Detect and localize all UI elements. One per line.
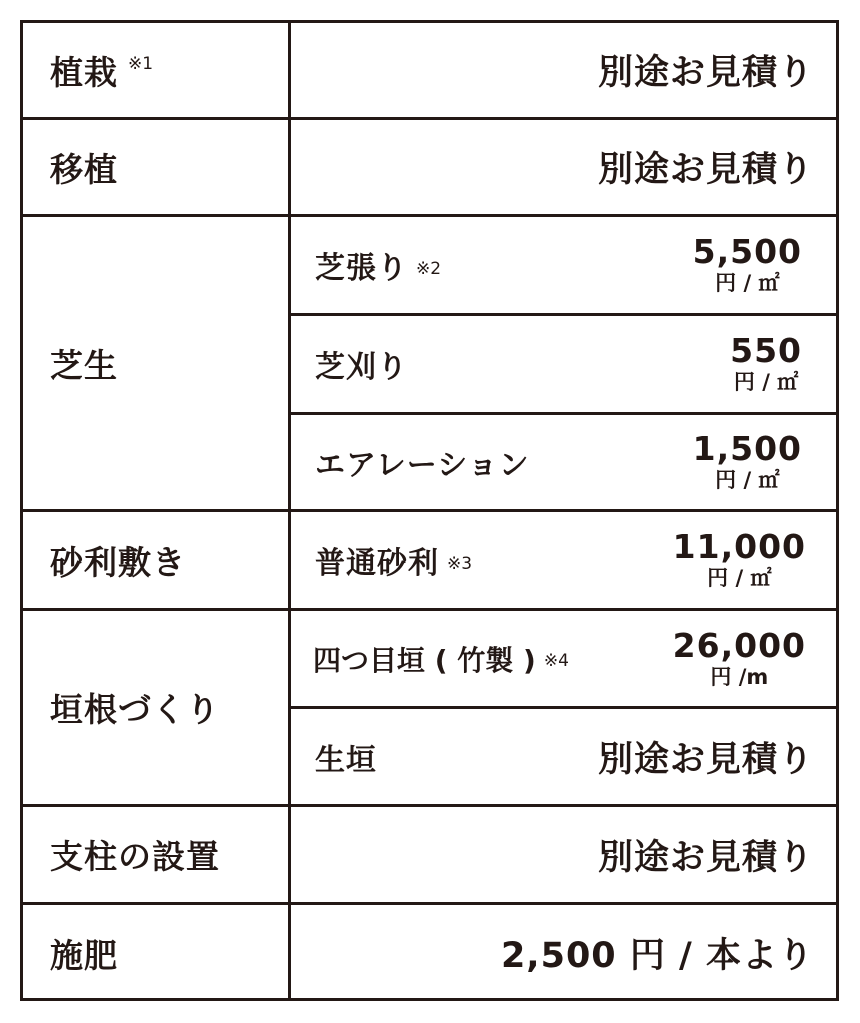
price-value: 550 [730, 331, 802, 370]
item-price: 別途お見積り [597, 739, 814, 780]
price-unit: 円 / ㎡ [715, 271, 780, 295]
category-transplant [23, 120, 288, 214]
subrow-fence-bamboo [291, 611, 836, 706]
price-planting: 別途お見積り [597, 53, 814, 93]
category-gravel [23, 512, 288, 608]
category-label: 植栽 [50, 52, 118, 92]
price-unit: 円 /m [710, 664, 769, 689]
category-fertilizer [23, 905, 288, 1001]
price-unit: 円 / ㎡ [707, 566, 772, 590]
item-label: 四つ目垣 ( 竹製 ) ※4 [313, 643, 569, 677]
item-label: 普通砂利 ※3 [315, 546, 473, 581]
price-value: 26,000 [672, 625, 806, 665]
price-value: 1,500 [692, 429, 802, 468]
category-label: 砂利敷き [50, 542, 186, 582]
price-value: 11,000 [672, 527, 806, 566]
item-price [693, 234, 802, 296]
price-unit: 円 / ㎡ [733, 370, 799, 394]
footnote-mark: ※1 [128, 54, 154, 74]
price-fertilizer: 2,500 円 / 本より [500, 936, 814, 976]
item-price [672, 625, 806, 690]
category-planting [23, 23, 288, 117]
category-support [23, 807, 288, 902]
footnote-mark: ※2 [416, 259, 442, 279]
category-fence [23, 611, 288, 804]
footnote-mark: ※3 [447, 554, 473, 574]
item-label: 芝刈り [315, 350, 408, 385]
category-label: 移植 [50, 149, 118, 189]
price-unit: 円 / ㎡ [715, 468, 780, 492]
item-label: 芝張り ※2 [315, 251, 442, 286]
item-label: 生垣 [315, 742, 377, 778]
price-table [20, 20, 839, 1001]
subrow-lawn-aeration [291, 415, 836, 509]
item-label: エアレーション [315, 448, 530, 483]
price-transplant: 別途お見積り [597, 150, 814, 190]
price-support: 別途お見積り [597, 837, 814, 878]
item-price [730, 333, 802, 395]
subrow-fence-hedge [291, 709, 836, 804]
price-value: 5,500 [692, 232, 802, 271]
subrow-lawn-mowing [291, 316, 836, 412]
category-label: 垣根づくり [50, 690, 220, 729]
subrow-gravel-normal [291, 512, 836, 608]
item-price [693, 431, 802, 493]
category-label: 芝生 [50, 345, 118, 385]
category-label: 支柱の設置 [50, 837, 220, 876]
category-label: 施肥 [50, 935, 118, 975]
item-price [673, 529, 806, 591]
subrow-lawn-laying [291, 217, 836, 313]
category-lawn [23, 217, 288, 509]
footnote-mark: ※4 [543, 650, 569, 671]
